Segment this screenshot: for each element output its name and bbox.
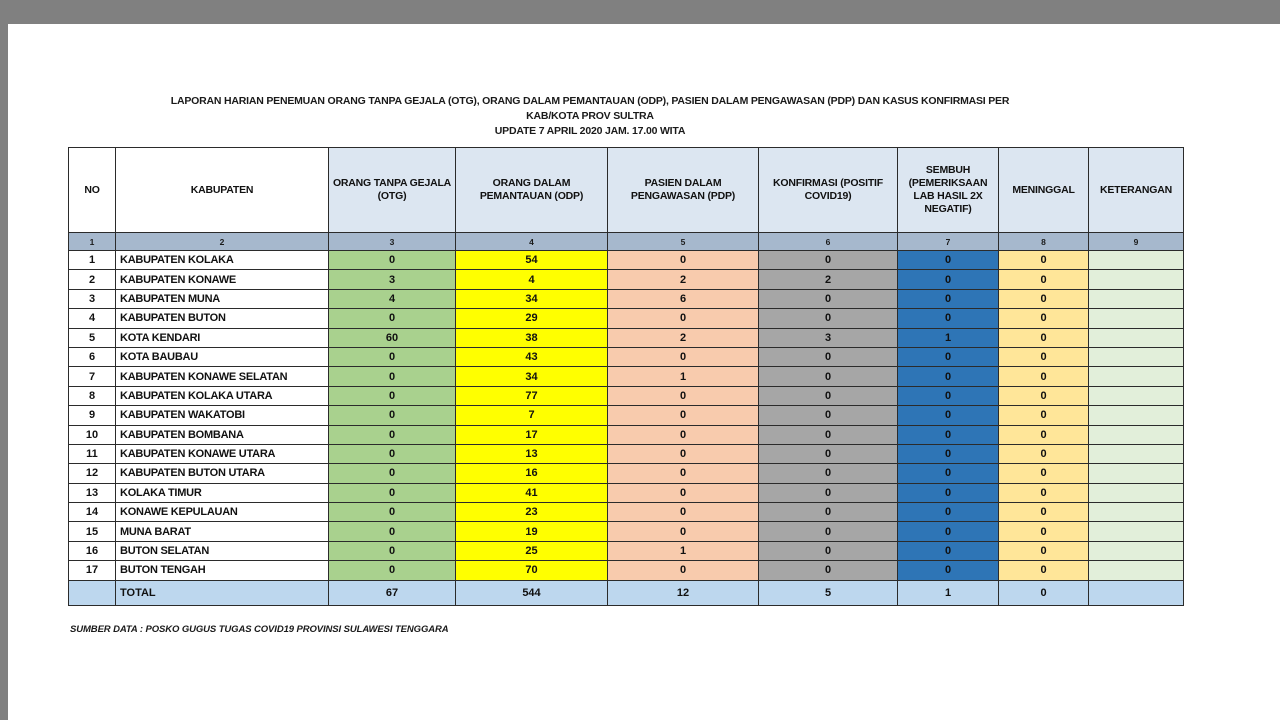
regency-name: KABUPATEN BUTON xyxy=(116,309,329,328)
row-number: 9 xyxy=(69,406,116,425)
title-line-3: UPDATE 7 APRIL 2020 JAM. 17.00 WITA xyxy=(494,125,686,137)
sembuh-count: 0 xyxy=(898,251,999,270)
konfirmasi-count: 3 xyxy=(759,328,898,347)
sembuh-count: 0 xyxy=(898,444,999,463)
odp-count: 17 xyxy=(456,425,608,444)
column-header-konfirmasi: KONFIRMASI (POSITIF COVID19) xyxy=(759,148,898,233)
sembuh-count: 0 xyxy=(898,347,999,366)
column-number-5: 5 xyxy=(608,233,759,251)
document-page xyxy=(8,24,1280,720)
sembuh-count: 0 xyxy=(898,406,999,425)
regency-name: KABUPATEN BOMBANA xyxy=(116,425,329,444)
odp-count: 4 xyxy=(456,270,608,289)
table-header xyxy=(69,148,1184,251)
total-pdp: 12 xyxy=(608,580,759,605)
konfirmasi-count: 0 xyxy=(759,251,898,270)
odp-count: 25 xyxy=(456,541,608,560)
pdp-count: 1 xyxy=(608,367,759,386)
sembuh-count: 0 xyxy=(898,386,999,405)
otg-count: 0 xyxy=(329,444,456,463)
table-row xyxy=(69,347,1184,366)
keterangan-note xyxy=(1089,309,1184,328)
konfirmasi-count: 0 xyxy=(759,561,898,580)
table-row xyxy=(69,367,1184,386)
otg-count: 0 xyxy=(329,386,456,405)
regency-name: KABUPATEN WAKATOBI xyxy=(116,406,329,425)
row-number: 6 xyxy=(69,347,116,366)
keterangan-note xyxy=(1089,251,1184,270)
table-row xyxy=(69,406,1184,425)
row-number: 3 xyxy=(69,289,116,308)
odp-count: 7 xyxy=(456,406,608,425)
column-number-6: 6 xyxy=(759,233,898,251)
table-row xyxy=(69,270,1184,289)
regency-name: KOLAKA TIMUR xyxy=(116,483,329,502)
total-meninggal: 0 xyxy=(999,580,1089,605)
sembuh-count: 0 xyxy=(898,270,999,289)
keterangan-note xyxy=(1089,367,1184,386)
konfirmasi-count: 0 xyxy=(759,522,898,541)
meninggal-count: 0 xyxy=(999,289,1089,308)
total-keterangan xyxy=(1089,580,1184,605)
table-row xyxy=(69,289,1184,308)
table-row xyxy=(69,561,1184,580)
table-row xyxy=(69,425,1184,444)
meninggal-count: 0 xyxy=(999,561,1089,580)
regency-name: BUTON SELATAN xyxy=(116,541,329,560)
page-title xyxy=(60,24,1120,139)
otg-count: 0 xyxy=(329,483,456,502)
row-number: 17 xyxy=(69,561,116,580)
table-row xyxy=(69,328,1184,347)
table-row xyxy=(69,444,1184,463)
otg-count: 0 xyxy=(329,251,456,270)
column-header-sembuh: SEMBUH (PEMERIKSAAN LAB HASIL 2X NEGATIF) xyxy=(898,148,999,233)
odp-count: 54 xyxy=(456,251,608,270)
otg-count: 0 xyxy=(329,503,456,522)
otg-count: 4 xyxy=(329,289,456,308)
table-row xyxy=(69,251,1184,270)
table-row xyxy=(69,386,1184,405)
konfirmasi-count: 0 xyxy=(759,386,898,405)
regency-name: KABUPATEN KONAWE xyxy=(116,270,329,289)
otg-count: 0 xyxy=(329,541,456,560)
row-number: 14 xyxy=(69,503,116,522)
regency-name: BUTON TENGAH xyxy=(116,561,329,580)
meninggal-count: 0 xyxy=(999,464,1089,483)
keterangan-note xyxy=(1089,503,1184,522)
pdp-count: 0 xyxy=(608,309,759,328)
keterangan-note xyxy=(1089,444,1184,463)
regency-name: KABUPATEN MUNA xyxy=(116,289,329,308)
sembuh-count: 0 xyxy=(898,425,999,444)
keterangan-note xyxy=(1089,347,1184,366)
sembuh-count: 0 xyxy=(898,541,999,560)
meninggal-count: 0 xyxy=(999,367,1089,386)
pdp-count: 0 xyxy=(608,483,759,502)
konfirmasi-count: 0 xyxy=(759,289,898,308)
meninggal-count: 0 xyxy=(999,270,1089,289)
keterangan-note xyxy=(1089,270,1184,289)
regency-name: KOTA KENDARI xyxy=(116,328,329,347)
table-row xyxy=(69,309,1184,328)
meninggal-count: 0 xyxy=(999,386,1089,405)
odp-count: 16 xyxy=(456,464,608,483)
regency-name: KABUPATEN KONAWE SELATAN xyxy=(116,367,329,386)
total-konfirmasi: 5 xyxy=(759,580,898,605)
pdp-count: 0 xyxy=(608,425,759,444)
keterangan-note xyxy=(1089,289,1184,308)
row-number: 15 xyxy=(69,522,116,541)
table-row xyxy=(69,541,1184,560)
row-number: 12 xyxy=(69,464,116,483)
otg-count: 3 xyxy=(329,270,456,289)
otg-count: 0 xyxy=(329,425,456,444)
pdp-count: 0 xyxy=(608,464,759,483)
column-number-7: 7 xyxy=(898,233,999,251)
konfirmasi-count: 0 xyxy=(759,425,898,444)
column-header-otg: ORANG TANPA GEJALA (OTG) xyxy=(329,148,456,233)
row-number: 5 xyxy=(69,328,116,347)
sembuh-count: 0 xyxy=(898,289,999,308)
column-number-8: 8 xyxy=(999,233,1089,251)
regency-name: MUNA BARAT xyxy=(116,522,329,541)
pdp-count: 0 xyxy=(608,347,759,366)
column-header-no: NO xyxy=(69,148,116,233)
meninggal-count: 0 xyxy=(999,541,1089,560)
column-number-9: 9 xyxy=(1089,233,1184,251)
column-number-row xyxy=(69,233,1184,251)
table-row xyxy=(69,464,1184,483)
regency-name: KABUPATEN KOLAKA xyxy=(116,251,329,270)
sembuh-count: 0 xyxy=(898,561,999,580)
keterangan-note xyxy=(1089,328,1184,347)
pdp-count: 6 xyxy=(608,289,759,308)
odp-count: 13 xyxy=(456,444,608,463)
keterangan-note xyxy=(1089,406,1184,425)
odp-count: 23 xyxy=(456,503,608,522)
meninggal-count: 0 xyxy=(999,425,1089,444)
column-header-meninggal: MENINGGAL xyxy=(999,148,1089,233)
meninggal-count: 0 xyxy=(999,522,1089,541)
sembuh-count: 0 xyxy=(898,309,999,328)
otg-count: 0 xyxy=(329,464,456,483)
otg-count: 0 xyxy=(329,309,456,328)
title-line-1: LAPORAN HARIAN PENEMUAN ORANG TANPA GEJALA (OTG), ORANG DALAM PEMANTAUAN (ODP), PASIEN DALAM PENGAWASAN (PDP) DAN KASUS KONFIRMASI PER xyxy=(170,95,1010,107)
column-number-3: 3 xyxy=(329,233,456,251)
konfirmasi-count: 0 xyxy=(759,483,898,502)
odp-count: 70 xyxy=(456,561,608,580)
pdp-count: 0 xyxy=(608,444,759,463)
total-otg: 67 xyxy=(329,580,456,605)
meninggal-count: 0 xyxy=(999,483,1089,502)
meninggal-count: 0 xyxy=(999,347,1089,366)
odp-count: 29 xyxy=(456,309,608,328)
pdp-count: 0 xyxy=(608,251,759,270)
pdp-count: 0 xyxy=(608,406,759,425)
table-footer xyxy=(69,580,1184,605)
otg-count: 60 xyxy=(329,328,456,347)
konfirmasi-count: 0 xyxy=(759,541,898,560)
keterangan-note xyxy=(1089,561,1184,580)
sembuh-count: 0 xyxy=(898,367,999,386)
odp-count: 41 xyxy=(456,483,608,502)
keterangan-note xyxy=(1089,483,1184,502)
konfirmasi-count: 2 xyxy=(759,270,898,289)
column-header-pdp: PASIEN DALAM PENGAWASAN (PDP) xyxy=(608,148,759,233)
sembuh-count: 0 xyxy=(898,483,999,502)
keterangan-note xyxy=(1089,425,1184,444)
pdp-count: 0 xyxy=(608,561,759,580)
row-number: 4 xyxy=(69,309,116,328)
konfirmasi-count: 0 xyxy=(759,464,898,483)
otg-count: 0 xyxy=(329,367,456,386)
pdp-count: 1 xyxy=(608,541,759,560)
pdp-count: 2 xyxy=(608,328,759,347)
column-header-keterangan: KETERANGAN xyxy=(1089,148,1184,233)
row-number: 2 xyxy=(69,270,116,289)
otg-count: 0 xyxy=(329,347,456,366)
total-label: TOTAL xyxy=(116,580,329,605)
keterangan-note xyxy=(1089,386,1184,405)
row-number: 16 xyxy=(69,541,116,560)
keterangan-note xyxy=(1089,464,1184,483)
odp-count: 77 xyxy=(456,386,608,405)
total-no xyxy=(69,580,116,605)
total-odp: 544 xyxy=(456,580,608,605)
konfirmasi-count: 0 xyxy=(759,347,898,366)
odp-count: 34 xyxy=(456,289,608,308)
otg-count: 0 xyxy=(329,406,456,425)
row-number: 11 xyxy=(69,444,116,463)
table-row xyxy=(69,503,1184,522)
header-row xyxy=(69,148,1184,233)
row-number: 8 xyxy=(69,386,116,405)
total-sembuh: 1 xyxy=(898,580,999,605)
column-header-odp: ORANG DALAM PEMANTAUAN (ODP) xyxy=(456,148,608,233)
konfirmasi-count: 0 xyxy=(759,503,898,522)
meninggal-count: 0 xyxy=(999,309,1089,328)
column-number-2: 2 xyxy=(116,233,329,251)
regency-name: KABUPATEN KOLAKA UTARA xyxy=(116,386,329,405)
keterangan-note xyxy=(1089,522,1184,541)
pdp-count: 0 xyxy=(608,522,759,541)
total-row xyxy=(69,580,1184,605)
odp-count: 38 xyxy=(456,328,608,347)
sembuh-count: 0 xyxy=(898,503,999,522)
covid-report-table xyxy=(68,147,1184,606)
column-header-kabupaten: KABUPATEN xyxy=(116,148,329,233)
odp-count: 34 xyxy=(456,367,608,386)
keterangan-note xyxy=(1089,541,1184,560)
source-note: SUMBER DATA : POSKO GUGUS TUGAS COVID19 PROVINSI SULAWESI TENGGARA xyxy=(70,623,449,635)
odp-count: 43 xyxy=(456,347,608,366)
meninggal-count: 0 xyxy=(999,328,1089,347)
pdp-count: 0 xyxy=(608,503,759,522)
regency-name: KABUPATEN BUTON UTARA xyxy=(116,464,329,483)
regency-name: KABUPATEN KONAWE UTARA xyxy=(116,444,329,463)
pdp-count: 2 xyxy=(608,270,759,289)
table-row xyxy=(69,522,1184,541)
table-body xyxy=(69,251,1184,581)
meninggal-count: 0 xyxy=(999,503,1089,522)
meninggal-count: 0 xyxy=(999,251,1089,270)
konfirmasi-count: 0 xyxy=(759,309,898,328)
row-number: 10 xyxy=(69,425,116,444)
row-number: 7 xyxy=(69,367,116,386)
table-row xyxy=(69,483,1184,502)
meninggal-count: 0 xyxy=(999,444,1089,463)
column-number-1: 1 xyxy=(69,233,116,251)
meninggal-count: 0 xyxy=(999,406,1089,425)
konfirmasi-count: 0 xyxy=(759,444,898,463)
column-number-4: 4 xyxy=(456,233,608,251)
pdp-count: 0 xyxy=(608,386,759,405)
otg-count: 0 xyxy=(329,522,456,541)
konfirmasi-count: 0 xyxy=(759,367,898,386)
sembuh-count: 0 xyxy=(898,464,999,483)
row-number: 13 xyxy=(69,483,116,502)
otg-count: 0 xyxy=(329,561,456,580)
title-line-2: KAB/KOTA PROV SULTRA xyxy=(526,110,654,122)
row-number: 1 xyxy=(69,251,116,270)
sembuh-count: 0 xyxy=(898,522,999,541)
sembuh-count: 1 xyxy=(898,328,999,347)
regency-name: KONAWE KEPULAUAN xyxy=(116,503,329,522)
konfirmasi-count: 0 xyxy=(759,406,898,425)
odp-count: 19 xyxy=(456,522,608,541)
regency-name: KOTA BAUBAU xyxy=(116,347,329,366)
